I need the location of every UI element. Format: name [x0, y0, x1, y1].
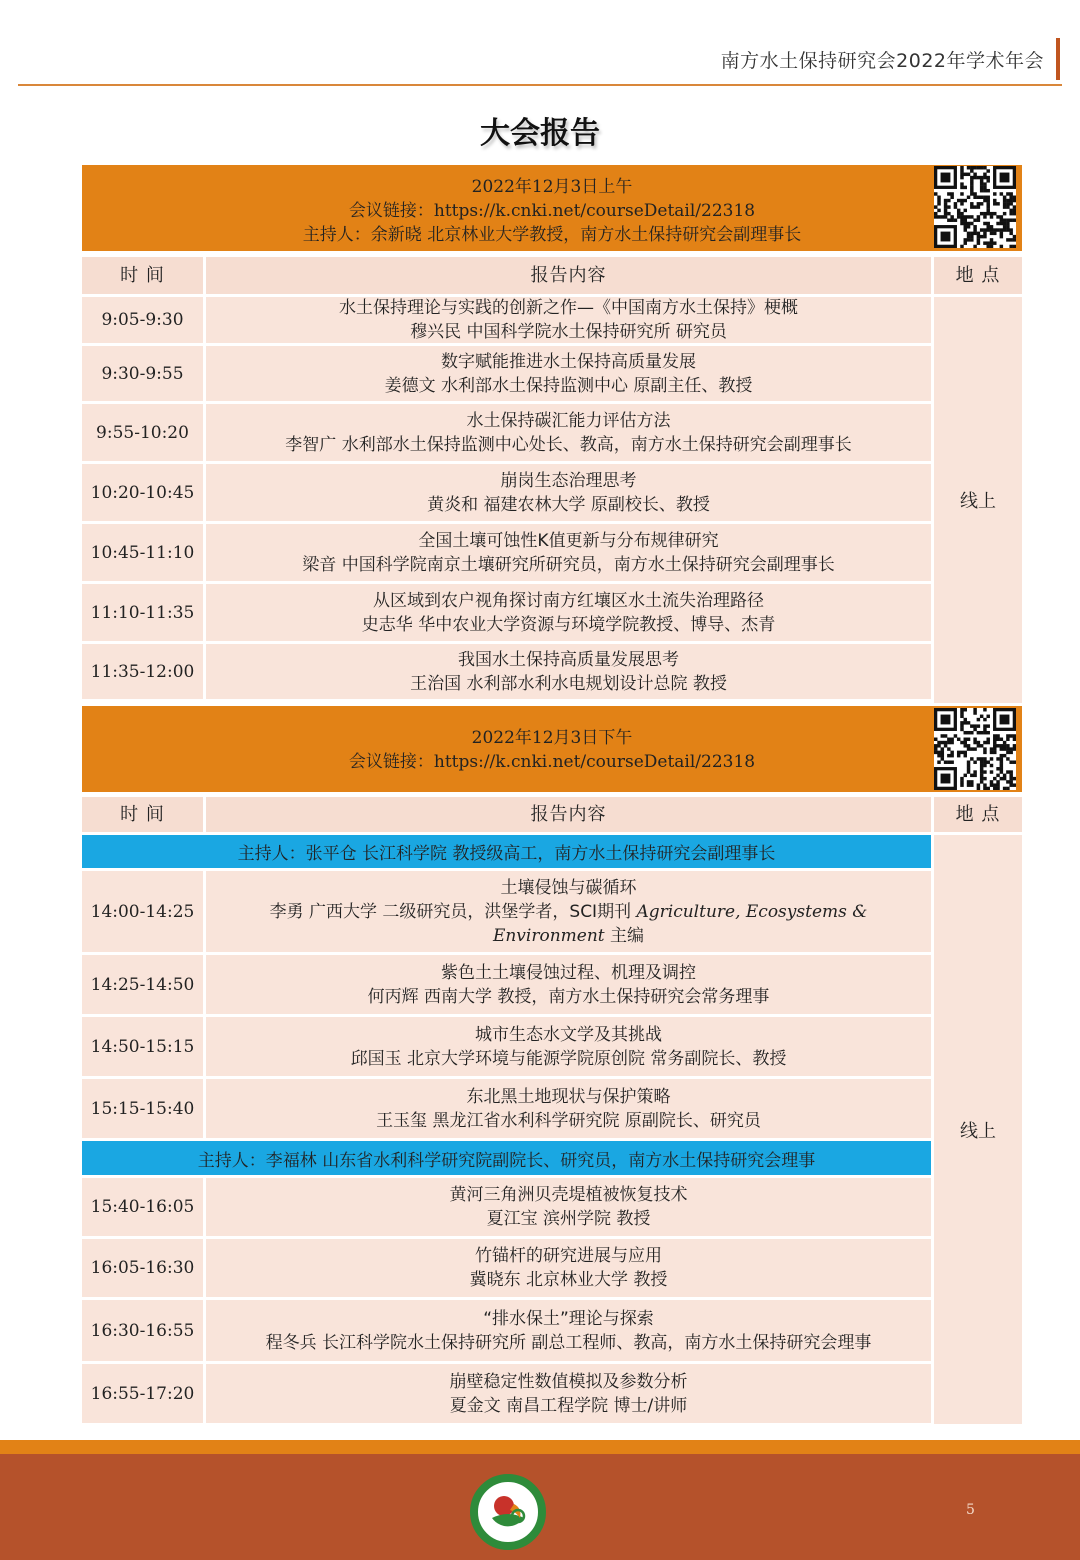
- afternoon-meeting-link[interactable]: 会议链接：https://k.cnki.net/courseDetail/22318: [348, 752, 756, 772]
- header-accent-bar: [1056, 38, 1060, 80]
- morning-host: 主持人：余新晓 北京林业大学教授，南方水土保持研究会副理事长: [302, 225, 802, 245]
- table-row-time: 14:00-14:25: [82, 871, 203, 952]
- table-row-time: 16:30-16:55: [82, 1300, 203, 1361]
- table-row-time: 11:35-12:00: [82, 644, 203, 699]
- report-title: 水土保持理论与实践的创新之作—《中国南方水土保持》梗概: [339, 298, 798, 318]
- afternoon-session-banner: [82, 706, 1022, 792]
- table-row-time: 9:05-9:30: [82, 297, 203, 343]
- table-row-time: 10:20-10:45: [82, 464, 203, 521]
- table-row-content: [206, 1239, 931, 1297]
- morning-session-banner: [82, 165, 1022, 251]
- table-row-content: [206, 644, 931, 699]
- speaker-line: 王治国 水利部水利水电规划设计总院 教授: [410, 673, 727, 694]
- speaker-line-2: [493, 924, 644, 948]
- document-header-title: 南方水土保持研究会2022年学术年会: [720, 50, 1044, 72]
- report-title: 数字赋能推进水土保持高质量发展: [441, 351, 696, 372]
- afternoon-qr-code-icon: [934, 708, 1016, 790]
- table-row-time: 10:45-11:10: [82, 524, 203, 581]
- report-title: “排水保土”理论与探索: [483, 1308, 654, 1329]
- speaker-text: 李勇 广西大学 二级研究员，洪堡学者，SCI期刊: [269, 901, 637, 922]
- journal-name-part2: Environment: [492, 925, 605, 946]
- morning-date: 2022年12月3日上午: [471, 177, 633, 197]
- afternoon-host-2: 主持人：李福林 山东省水利科学研究院副院长、研究员，南方水土保持研究会理事: [82, 1141, 931, 1175]
- speaker-line: 冀晓东 北京林业大学 教授: [469, 1270, 668, 1290]
- table-row-content: [206, 871, 931, 952]
- table-row-time: 9:30-9:55: [82, 346, 203, 401]
- table-row-content: [206, 1364, 931, 1423]
- morning-location: 线上: [934, 297, 1022, 703]
- society-logo-icon: [470, 1474, 546, 1550]
- table-row-time: 16:55-17:20: [82, 1364, 203, 1423]
- afternoon-header-time: 时 间: [82, 797, 203, 832]
- table-row-time: 9:55-10:20: [82, 404, 203, 461]
- table-row-content: [206, 955, 931, 1014]
- table-row-content: [206, 297, 931, 343]
- table-row-content: [206, 1017, 931, 1076]
- speaker-line: 黄炎和 福建农林大学 原副校长、教授: [427, 494, 710, 515]
- report-title: 崩岗生态治理思考: [500, 470, 637, 491]
- report-title: 城市生态水文学及其挑战: [475, 1024, 662, 1045]
- speaker-line: 何丙辉 西南大学 教授，南方水土保持研究会常务理事: [367, 986, 770, 1007]
- morning-header-time: 时 间: [82, 257, 203, 294]
- table-row-content: [206, 584, 931, 641]
- table-row-content: [206, 1079, 931, 1138]
- footer-accent-strip: [0, 1440, 1080, 1454]
- morning-meeting-link[interactable]: 会议链接：https://k.cnki.net/courseDetail/22318: [348, 201, 756, 221]
- speaker-line: 夏金文 南昌工程学院 博士/讲师: [449, 1395, 688, 1416]
- page-title: 大会报告: [480, 116, 600, 151]
- speaker-role: 主编: [604, 925, 645, 946]
- speaker-line: 程冬兵 长江科学院水土保持研究所 副总工程师、教高，南方水土保持研究会理事: [265, 1332, 872, 1353]
- report-title: 从区域到农户视角探讨南方红壤区水土流失治理路径: [373, 590, 764, 611]
- report-title: 黄河三角洲贝壳堤植被恢复技术: [449, 1185, 688, 1205]
- table-row-time: 16:05-16:30: [82, 1239, 203, 1297]
- page-number: 5: [966, 1502, 975, 1518]
- report-title: 崩壁稳定性数值模拟及参数分析: [449, 1371, 688, 1392]
- speaker-line: 姜德文 水利部水土保持监测中心 原副主任、教授: [384, 375, 753, 396]
- afternoon-header-content: 报告内容: [206, 797, 931, 832]
- report-title: 水土保持碳汇能力评估方法: [466, 410, 671, 431]
- table-row-time: 15:15-15:40: [82, 1079, 203, 1138]
- table-row-time: 15:40-16:05: [82, 1178, 203, 1236]
- speaker-line: 李智广 水利部水土保持监测中心处长、教高，南方水土保持研究会副理事长: [285, 434, 852, 455]
- table-row-time: 11:10-11:35: [82, 584, 203, 641]
- table-row-content: [206, 464, 931, 521]
- afternoon-date: 2022年12月3日下午: [471, 728, 633, 748]
- journal-name-part1: Agriculture, Ecosystems &: [636, 901, 868, 922]
- table-row-content: [206, 1300, 931, 1361]
- speaker-line: 邱国玉 北京大学环境与能源学院原创院 常务副院长、教授: [350, 1048, 787, 1069]
- afternoon-header-location: 地 点: [934, 797, 1022, 832]
- speaker-line: 王玉玺 黑龙江省水利科学研究院 原副院长、研究员: [376, 1110, 761, 1131]
- speaker-line: 梁音 中国科学院南京土壤研究所研究员，南方水土保持研究会副理事长: [302, 554, 835, 575]
- speaker-line: [270, 900, 868, 924]
- report-title: 土壤侵蚀与碳循环: [500, 877, 637, 898]
- report-title: 东北黑土地现状与保护策略: [466, 1086, 671, 1107]
- afternoon-location: 线上: [934, 835, 1022, 1424]
- speaker-line: 穆兴民 中国科学院水土保持研究所 研究员: [410, 322, 727, 342]
- table-row-time: 14:25-14:50: [82, 955, 203, 1014]
- speaker-line: 史志华 华中农业大学资源与环境学院教授、博导、杰青: [361, 614, 776, 635]
- morning-header-location: 地 点: [934, 257, 1022, 294]
- speaker-line: 夏江宝 滨州学院 教授: [486, 1209, 651, 1229]
- afternoon-host-1: 主持人：张平仓 长江科学院 教授级高工，南方水土保持研究会副理事长: [82, 835, 931, 868]
- header-divider: [18, 84, 1062, 86]
- table-row-content: [206, 404, 931, 461]
- report-title: 全国土壤可蚀性K值更新与分布规律研究: [418, 530, 719, 551]
- report-title: 竹锚杆的研究进展与应用: [475, 1246, 662, 1266]
- report-title: 紫色土土壤侵蚀过程、机理及调控: [441, 962, 696, 983]
- morning-qr-code-icon: [934, 166, 1016, 248]
- table-row-content: [206, 524, 931, 581]
- table-row-content: [206, 346, 931, 401]
- report-title: 我国水土保持高质量发展思考: [458, 649, 679, 670]
- table-row-time: 14:50-15:15: [82, 1017, 203, 1076]
- table-row-content: [206, 1178, 931, 1236]
- morning-header-content: 报告内容: [206, 257, 931, 294]
